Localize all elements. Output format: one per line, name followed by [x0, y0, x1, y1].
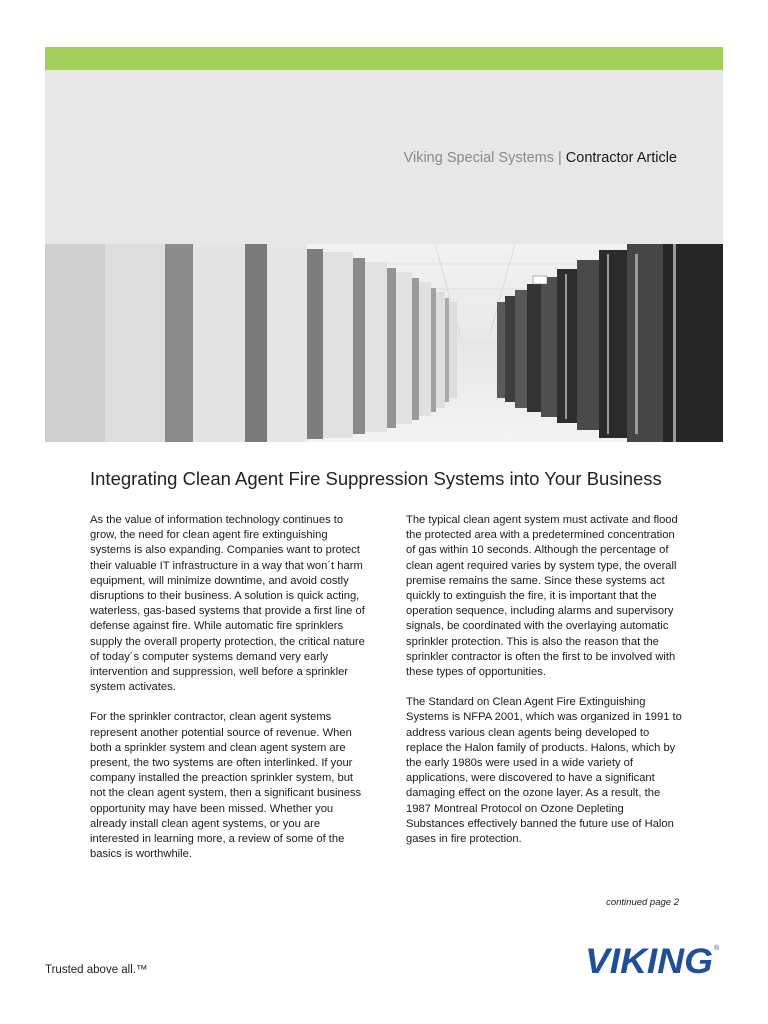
server-room-illustration: [45, 244, 723, 442]
svg-text:®: ®: [714, 945, 720, 952]
header-separator: |: [558, 150, 562, 166]
paragraph: As the value of information technology continues to grow, the need for clean agent fire extinguishing systems is also expanding. Companies want to protect their valuable IT infrastructure in a way that won´t harm equipment, will minimize downtime, and avoid costly disruptions to their business. A solution is quick acting, waterless, gas-based systems that provide a first line of defense against fire. While automatic fire sprinklers supply the overall property protection, the critical nature of today´s computer systems demand very early intervention and suppression, well before a sprinkler system activates.: [90, 514, 365, 694]
article-column-right: [406, 513, 684, 862]
company-name: Viking Special Systems: [403, 150, 554, 166]
article-type: Contractor Article: [565, 150, 677, 166]
tagline: Trusted above all.™: [45, 964, 148, 976]
header-accent-bar: [45, 47, 723, 70]
continued-note: continued page 2: [606, 897, 679, 908]
paragraph: The typical clean agent system must activate and flood the protected area with a predetermined concentration of gas within 10 seconds. Although the percentage of clean agent required varies by system type, the overall premise remains the same. Since these systems act quickly to extinguish the fire, it is important that the operation sequence, including alarms and supervisory signals, be coordinated with the overlaying automatic sprinkler protection. This is also the reason that the sprinkler contractor is often the first to be involved with these types of opportunities.: [406, 514, 678, 679]
paragraph: For the sprinkler contractor, clean agent systems represent another potential source of revenue. When both a sprinkler system and clean agent system are present, the two systems are often interlinked. If your company installed the preaction sprinkler system, but not the clean agent system, then a significant business opportunity may have been missed. Whether you already install clean agent systems, or you are interested in learning more, a review of some of the basics is worthwhile.: [90, 711, 362, 861]
logo-wordmark: VIKING: [585, 942, 713, 980]
article-column-left: [90, 513, 368, 877]
article-title: Integrating Clean Agent Fire Suppression Systems into Your Business: [90, 468, 662, 489]
header-line: [404, 150, 677, 166]
paragraph: The Standard on Clean Agent Fire Extinguishing Systems is NFPA 2001, which was organized in 1991 to address various clean agents being developed to replace the Halon family of products. Halons, which by the early 1980s were used in a wide variety of applications, were discovered to have a significant damaging effect on the ozone layer. As a result, the 1987 Montreal Protocol on Ozone Depleting Substances effectively banned the future use of Halon gases in fire protection.: [406, 696, 682, 846]
viking-logo: [585, 940, 720, 980]
server-room-photo: [45, 244, 723, 442]
